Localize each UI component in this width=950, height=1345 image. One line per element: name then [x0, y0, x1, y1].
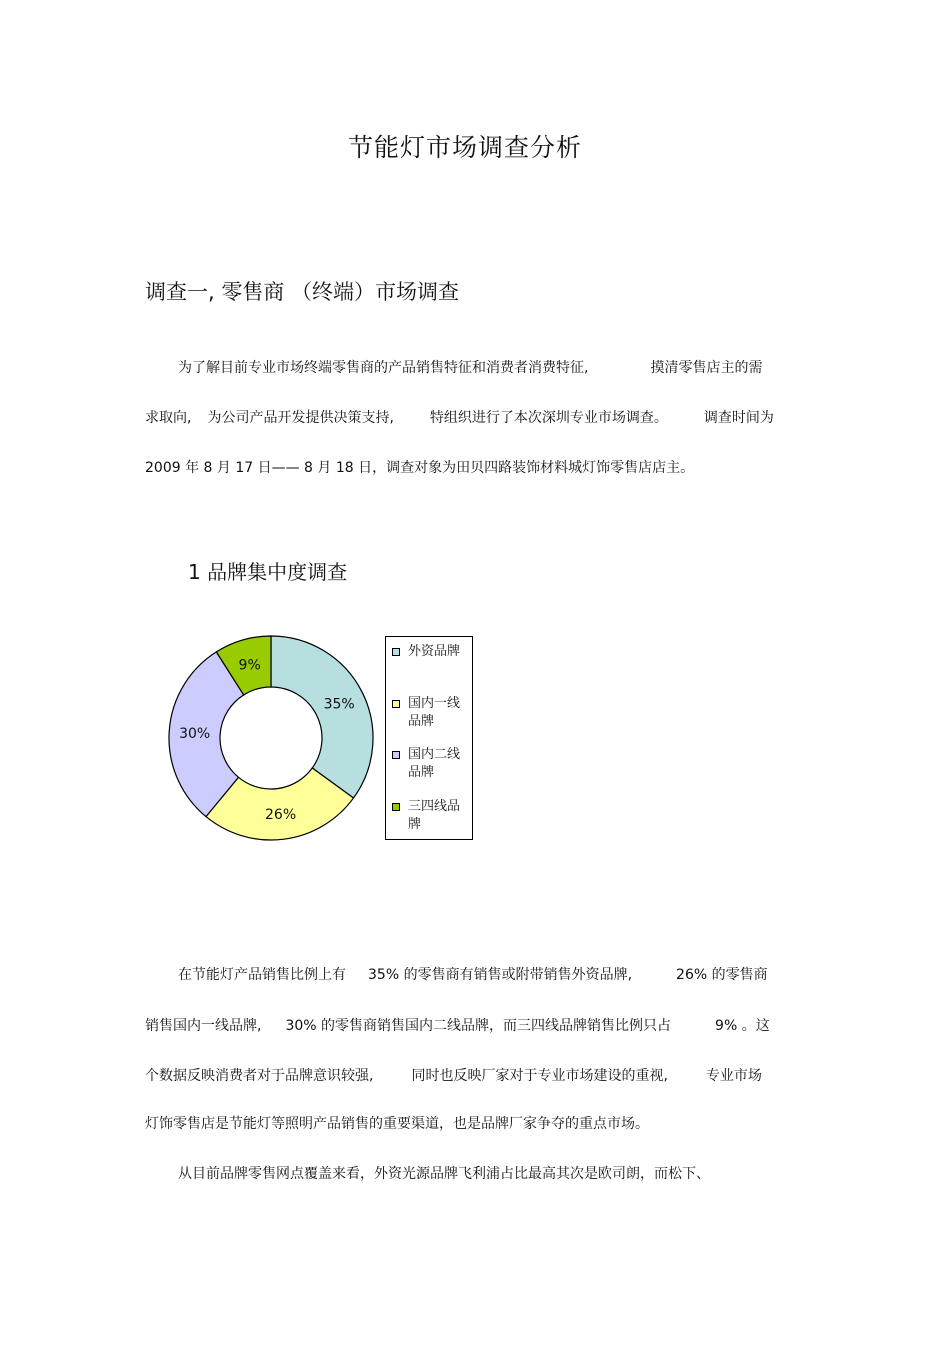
- legend-item-domestic-tier1: [392, 695, 470, 731]
- analysis-line-5-part-1: 从目前品牌零售网点覆盖来看，外资光源品牌飞利浦占比最高其次是欧司朗，而松下、: [178, 1166, 710, 1182]
- intro-line-2-part-4: 调查时间为: [703, 410, 774, 426]
- legend-label-tier3-4: 三四线品牌: [408, 799, 461, 832]
- analysis-line-2-part-3: 9% 。这: [715, 1018, 770, 1034]
- intro-line-3: [145, 458, 694, 478]
- analysis-line-3-part-3: 专业市场: [705, 1068, 762, 1084]
- data-label-domestic-tier2: 30%: [179, 726, 211, 743]
- intro-line-2-part-2: 为公司产品开发提供决策支持,: [207, 410, 394, 426]
- sub-heading-brand-concentration: 1 品牌集中度调查: [188, 560, 348, 584]
- section-heading: 调查一, 零售商 （终端）市场调查: [145, 280, 460, 304]
- data-label-domestic-tier1: 26%: [265, 806, 297, 823]
- legend-label-domestic-tier2: 国内二线品牌: [408, 747, 461, 780]
- analysis-line-1-part-3: 26% 的零售商: [676, 967, 768, 983]
- brand-share-donut-chart: [160, 628, 385, 853]
- analysis-line-4-part-1: 灯饰零售店是节能灯等照明产品销售的重要渠道，也是品牌厂家争夺的重点市场。: [145, 1116, 649, 1132]
- analysis-line-3: [145, 1066, 762, 1086]
- slice-foreign-brand: [271, 636, 373, 798]
- legend-label-domestic-tier1: 国内一线品牌: [408, 696, 461, 729]
- data-label-foreign-brand: 35%: [323, 696, 355, 713]
- legend-item-domestic-tier2: [392, 746, 470, 782]
- analysis-line-1-part-1: 在节能灯产品销售比例上有: [178, 967, 346, 983]
- intro-line-1-part-2: 摸清零售店主的需: [650, 360, 763, 376]
- intro-line-3-part-1: 2009 年 8 月 17 日—— 8 月 18 日，调查对象为田贝四路装饰材料城灯饰零售店店主。: [145, 460, 695, 476]
- intro-line-2-part-1: 求取向,: [145, 410, 192, 426]
- legend-label-foreign-brand: 外资品牌: [408, 644, 461, 659]
- analysis-line-3-part-2: 同时也反映厂家对于专业市场建设的重视,: [411, 1068, 668, 1084]
- chart-legend: [385, 636, 473, 840]
- intro-line-2-part-3: 特组织进行了本次深圳专业市场调查。: [429, 410, 668, 426]
- analysis-line-2-part-2: 30% 的零售商销售国内二线品牌，而三四线品牌销售比例只占: [285, 1018, 672, 1034]
- analysis-line-1: [178, 965, 768, 985]
- intro-line-1-part-1: 为了解目前专业市场终端零售商的产品销售特征和消费者消费特征,: [178, 360, 589, 376]
- intro-line-2: [145, 408, 774, 428]
- legend-item-tier3-4: [392, 798, 470, 834]
- analysis-line-1-part-2: 35% 的零售商有销售或附带销售外资品牌,: [368, 967, 633, 983]
- analysis-line-5: [178, 1164, 710, 1184]
- analysis-line-2: [145, 1016, 770, 1036]
- intro-line-1: [178, 358, 762, 378]
- legend-swatch-domestic-tier2: [392, 751, 400, 759]
- document-title: 节能灯市场调查分析: [347, 133, 582, 162]
- legend-item-foreign-brand: [392, 643, 470, 661]
- legend-swatch-tier3-4: [392, 803, 400, 811]
- data-label-tier3-4: 9%: [238, 657, 261, 674]
- legend-swatch-domestic-tier1: [392, 700, 400, 708]
- legend-swatch-foreign-brand: [392, 648, 400, 656]
- analysis-line-4: [145, 1114, 649, 1134]
- analysis-line-3-part-1: 个数据反映消费者对于品牌意识较强,: [145, 1068, 374, 1084]
- analysis-line-2-part-1: 销售国内一线品牌,: [145, 1018, 262, 1034]
